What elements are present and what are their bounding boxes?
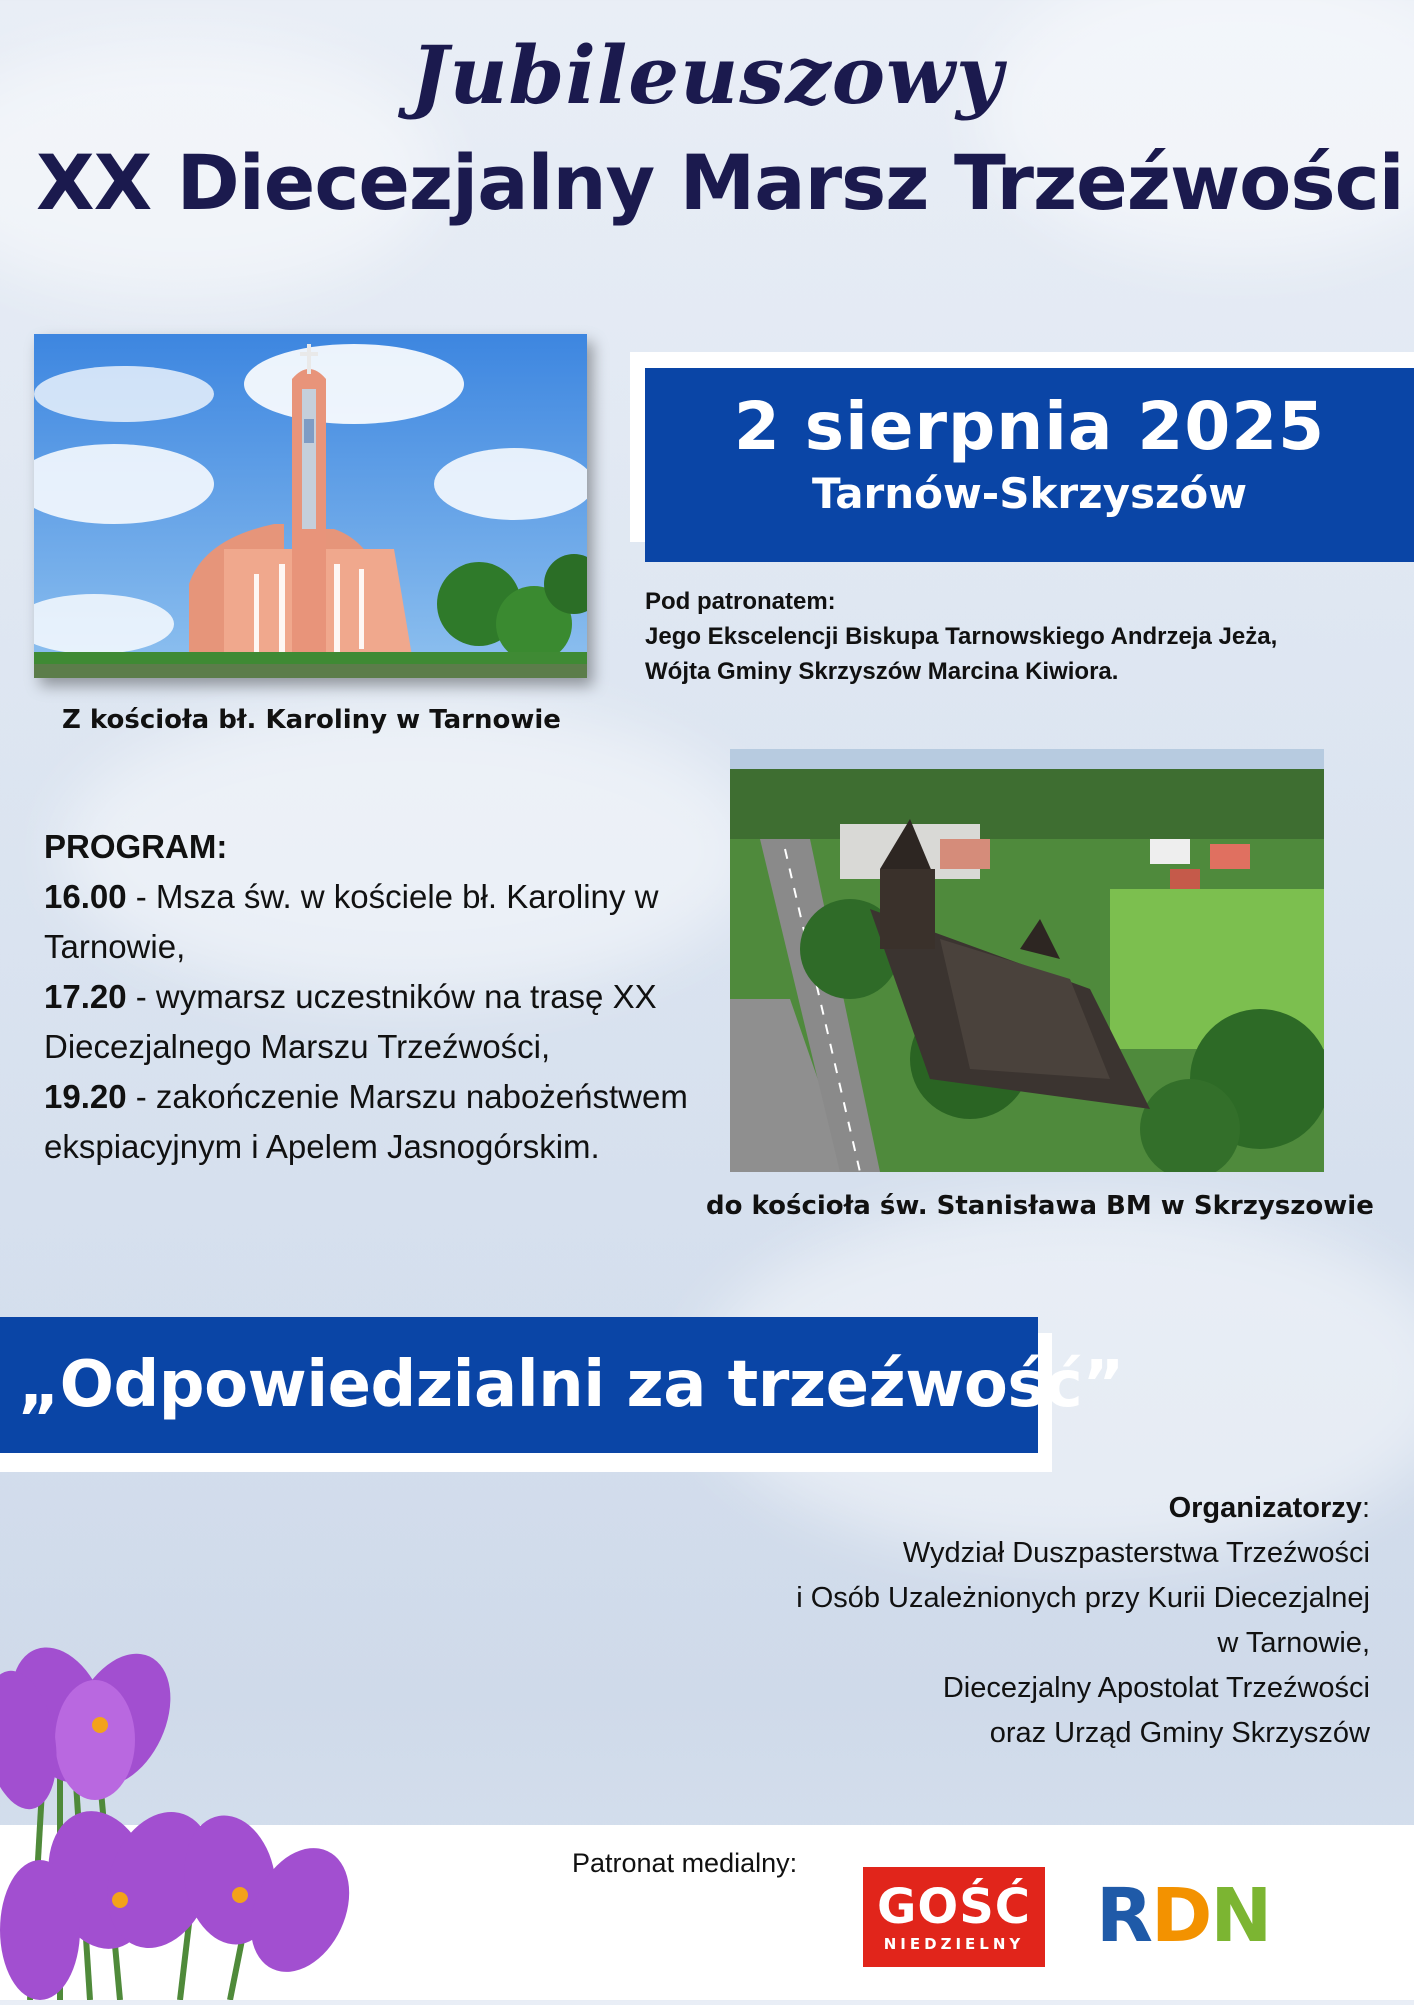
photo-church-tarnow bbox=[34, 334, 587, 678]
program-item bbox=[44, 972, 724, 1072]
gosc-logo-text: GOŚĆ bbox=[877, 1879, 1031, 1935]
gosc-niedzielny-logo bbox=[863, 1867, 1045, 1967]
organizers-colon: : bbox=[1361, 1492, 1370, 1524]
patronage-label: Pod patronatem: bbox=[645, 588, 836, 615]
program-text: - Msza św. w kościele bł. Karoliny w Tarnowie, bbox=[44, 878, 659, 965]
event-title: XX Diecezjalny Marsz Trzeźwości bbox=[36, 138, 1404, 227]
program-heading: PROGRAM: bbox=[44, 828, 228, 865]
rdn-logo-d: D bbox=[1150, 1873, 1211, 1959]
organizers-label: Organizatorzy bbox=[1168, 1492, 1362, 1524]
program-text: - zakończenie Marszu nabożeństwem ekspiacyjnym i Apelem Jasnogórskim. bbox=[44, 1078, 688, 1165]
media-patronage-label: Patronat medialny: bbox=[572, 1848, 798, 1878]
rdn-logo-r: R bbox=[1096, 1873, 1151, 1959]
event-date: 2 sierpnia 2025 bbox=[733, 388, 1326, 465]
crocus-flowers-decoration bbox=[0, 1630, 400, 2000]
rdn-logo bbox=[1096, 1866, 1271, 1966]
organizer-line: oraz Urząd Gminy Skrzyszów bbox=[989, 1717, 1370, 1749]
photo-church-skrzyszow bbox=[730, 749, 1324, 1172]
event-subtitle-script: Jubileuszowy bbox=[410, 28, 1004, 122]
rdn-logo-n: N bbox=[1210, 1873, 1271, 1959]
program-text: - wymarsz uczestników na trasę XX Diecezjalnego Marszu Trzeźwości, bbox=[44, 978, 657, 1065]
program-time: 19.20 bbox=[44, 1078, 127, 1115]
organizer-line: Wydział Duszpasterstwa Trzeźwości bbox=[902, 1537, 1370, 1569]
date-box bbox=[645, 368, 1414, 562]
organizers-heading bbox=[610, 1486, 1370, 1531]
photo-caption-start: Z kościoła bł. Karoliny w Tarnowie bbox=[62, 705, 561, 735]
organizer-line: i Osób Uzależnionych przy Kurii Diecezjalnej bbox=[796, 1582, 1370, 1614]
program-block bbox=[44, 822, 724, 1172]
program-time: 16.00 bbox=[44, 878, 127, 915]
program-item bbox=[44, 872, 724, 972]
organizer-line: Diecezjalny Apostolat Trzeźwości bbox=[942, 1672, 1370, 1704]
motto-banner: „Odpowiedzialni za trzeźwość” bbox=[0, 1317, 1038, 1453]
photo-caption-end: do kościoła św. Stanisława BM w Skrzyszowie bbox=[706, 1191, 1374, 1221]
organizers-block bbox=[610, 1486, 1370, 1756]
program-item bbox=[44, 1072, 724, 1172]
organizer-line: w Tarnowie, bbox=[1217, 1627, 1370, 1659]
event-place: Tarnów-Skrzyszów bbox=[811, 469, 1248, 518]
patronage-line: Jego Ekscelencji Biskupa Tarnowskiego Andrzeja Jeża, bbox=[645, 623, 1278, 650]
gosc-logo-subtext: NIEDZIELNY bbox=[883, 1935, 1025, 1953]
patronage-block bbox=[645, 584, 1405, 689]
program-time: 17.20 bbox=[44, 978, 127, 1015]
patronage-line: Wójta Gminy Skrzyszów Marcina Kiwiora. bbox=[645, 658, 1119, 685]
